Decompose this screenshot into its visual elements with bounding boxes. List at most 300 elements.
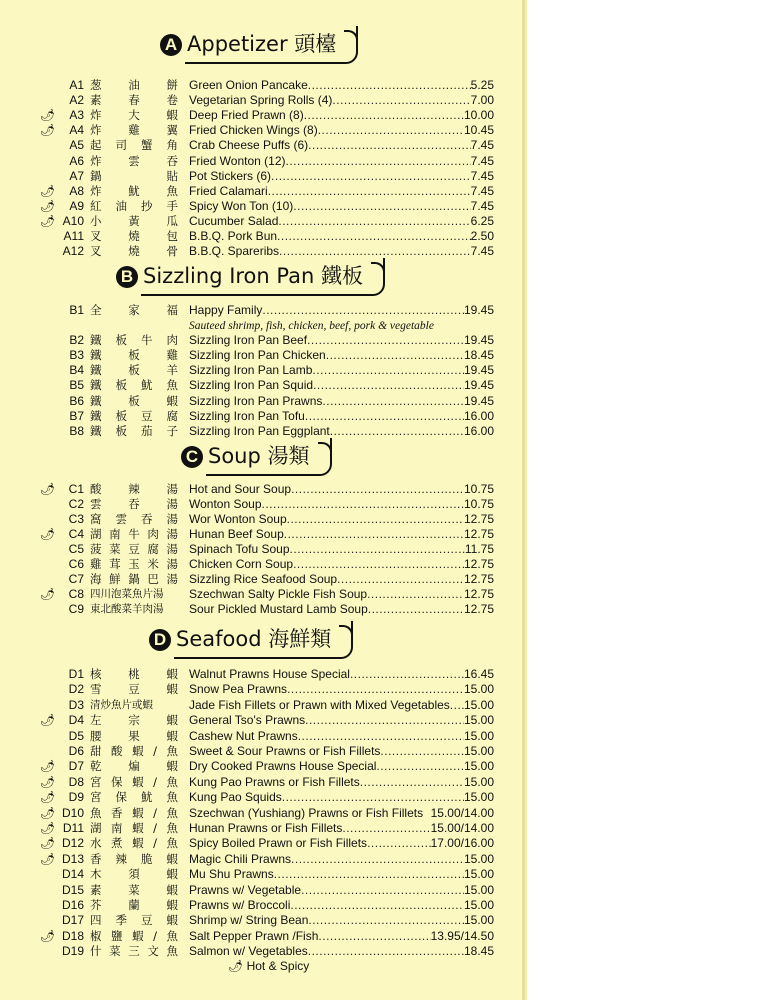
- item-name-zh: 鐵 板 茄 子: [90, 423, 178, 438]
- menu-item-row: [0, 572, 522, 587]
- item-code: A3: [69, 108, 84, 123]
- item-name-zh: 全 家 福: [90, 303, 178, 317]
- item-price: 10.75: [463, 497, 494, 511]
- item-name-line: [189, 587, 494, 602]
- item-name: Sweet & Sour Prawns or Fish Fillets: [189, 744, 381, 758]
- item-name-line: [189, 744, 494, 759]
- item-price: 15.00: [463, 774, 494, 789]
- menu-item-row: [0, 303, 522, 318]
- item-price: 15.00/14.00: [430, 821, 494, 835]
- menu-item-row: [0, 821, 522, 836]
- item-name: Sizzling Iron Pan Prawns: [189, 393, 323, 408]
- leader-dots: [360, 775, 464, 790]
- chili-pepper-icon: 🌶: [40, 821, 56, 835]
- item-name: Wonton Soup: [189, 497, 262, 511]
- item-name: Szechwan (Yushiang) Prawns or Fish Fillets: [189, 805, 424, 820]
- item-name-line: [189, 409, 494, 424]
- section-badge: B: [116, 266, 138, 288]
- item-name: Mu Shu Prawns: [189, 867, 274, 882]
- item-name: Spicy Boiled Prawn or Fish Fillets: [189, 836, 368, 851]
- leader-dots: [376, 759, 464, 774]
- leader-dots: [308, 138, 470, 153]
- item-price: 15.00: [463, 790, 494, 805]
- item-name-zh: 海 鮮 鍋 巴 湯: [90, 572, 178, 586]
- item-price: 15.00: [463, 697, 494, 712]
- item-code: D10: [61, 805, 84, 820]
- item-name-zh: 鐵 板 蝦: [90, 393, 178, 408]
- menu-item-row: [0, 123, 522, 138]
- item-name: Shrimp w/ String Bean: [189, 913, 309, 928]
- section-title-en: Appetizer: [187, 32, 288, 56]
- item-code: A11: [63, 229, 84, 243]
- item-name: Sour Pickled Mustard Lamb Soup: [189, 602, 368, 616]
- item-name-line: [189, 698, 494, 713]
- item-name-line: [189, 713, 494, 728]
- item-price: 15.00: [463, 867, 494, 882]
- item-name-line: [189, 424, 494, 439]
- menu-item-row: [0, 169, 522, 184]
- item-name-zh: 酸 辣 湯: [90, 482, 178, 496]
- item-name-zh: 鐵 板 豆 腐: [90, 408, 178, 423]
- item-name-line: [189, 303, 494, 318]
- item-name: Fried Calamari: [189, 183, 268, 198]
- menu-item-row: [0, 713, 522, 728]
- item-name-line: [189, 806, 494, 821]
- item-name-line: [189, 184, 494, 199]
- item-name-zh: 雲 吞 湯: [90, 497, 178, 511]
- menu-item-row: [0, 378, 522, 393]
- item-code: D3: [68, 697, 84, 712]
- item-name: Salmon w/ Vegetables: [189, 944, 308, 959]
- item-name: Salt Pepper Prawn /Fish: [189, 928, 319, 943]
- item-price: 15.00/14.00: [430, 805, 494, 820]
- item-code: D6: [68, 744, 84, 758]
- item-price: 19.45: [463, 333, 494, 348]
- item-code: A2: [69, 93, 84, 108]
- item-price: 6.25: [470, 213, 494, 228]
- item-name: General Tso's Prawns: [189, 713, 306, 728]
- leader-dots: [304, 108, 464, 123]
- leader-dots: [293, 557, 464, 572]
- item-name-zh: 核 桃 蝦: [90, 667, 178, 681]
- section-header-soup: [181, 440, 332, 474]
- item-code: D12: [61, 836, 84, 851]
- item-name-line: [189, 852, 494, 867]
- leader-dots: [305, 409, 464, 424]
- leader-dots: [367, 836, 431, 851]
- menu-item-row: [0, 214, 522, 229]
- item-name-zh: 素 春 卷: [90, 93, 178, 108]
- item-price: 13.95/14.50: [430, 928, 494, 943]
- item-name: Fried Chicken Wings (8): [189, 123, 318, 138]
- menu-item-row: [0, 138, 522, 153]
- item-name-line: [189, 78, 494, 93]
- menu-item-row: [0, 698, 522, 713]
- item-price: 10.45: [463, 123, 494, 138]
- chili-pepper-icon: 🌶: [40, 805, 56, 820]
- item-name: Fried Wonton (12): [189, 153, 286, 168]
- menu-item-row: [0, 806, 522, 821]
- menu-item-row: [0, 775, 522, 790]
- leader-dots: [450, 698, 464, 713]
- leader-dots: [277, 229, 471, 244]
- item-name-line: [189, 867, 494, 882]
- item-name: Prawns w/ Broccoli: [189, 898, 291, 912]
- item-name-zh: 湖 南 蝦 / 魚: [90, 821, 178, 835]
- item-code: C1: [68, 482, 84, 496]
- section-title: [185, 26, 358, 64]
- item-name: Sizzling Rice Seafood Soup: [189, 572, 338, 586]
- section-title-en: Seafood: [176, 627, 262, 651]
- item-code: D18: [61, 928, 84, 943]
- item-name-zh: 鍋 貼: [90, 168, 178, 183]
- item-name-line: [189, 229, 494, 244]
- item-name-line: [189, 348, 494, 363]
- leader-dots: [301, 883, 464, 898]
- section-title-zh: 鐵板: [320, 264, 363, 288]
- menu-item-row: [0, 363, 522, 378]
- chili-pepper-icon: 🌶: [40, 851, 56, 866]
- item-name-zh: 紅 油 抄 手: [90, 198, 178, 213]
- item-code: A10: [62, 213, 84, 228]
- section-header-appetizer: [160, 28, 358, 62]
- item-name-zh: 鐵 板 羊: [90, 363, 178, 378]
- leader-dots: [278, 214, 470, 229]
- item-name-zh: 葱 油 餅: [90, 78, 178, 92]
- item-code: B7: [69, 408, 84, 423]
- item-price: 15.00: [463, 851, 494, 866]
- item-name-line: [189, 667, 494, 682]
- section-header-sizzling-iron-pan: [116, 260, 385, 294]
- item-name: Sizzling Iron Pan Beef: [189, 333, 308, 348]
- item-name-line: [189, 729, 494, 744]
- leader-dots: [368, 602, 464, 617]
- item-name-zh: 椒 鹽 蝦 / 魚: [90, 928, 178, 943]
- item-code: A5: [69, 138, 84, 153]
- leader-dots: [291, 852, 464, 867]
- item-name: Snow Pea Prawns: [189, 682, 288, 697]
- legend: [228, 959, 309, 973]
- item-name-zh: 窩 雲 吞 湯: [90, 512, 178, 526]
- item-price: 7.45: [470, 168, 494, 183]
- chili-pepper-icon: 🌶: [40, 527, 56, 541]
- leader-dots: [307, 333, 464, 348]
- item-name: Hunan Prawns or Fish Fillets: [189, 821, 343, 835]
- menu-item-row: [0, 394, 522, 409]
- section-title-en: Sizzling Iron Pan: [143, 264, 315, 288]
- item-name-line: [189, 154, 494, 169]
- chili-pepper-icon: 🌶: [40, 198, 56, 213]
- item-name-zh: 叉 燒 骨: [90, 244, 178, 259]
- item-name: Szechwan Salty Pickle Fish Soup: [189, 587, 368, 601]
- item-name-zh: 雞 茸 玉 米 湯: [90, 557, 178, 571]
- item-name-line: [189, 363, 494, 378]
- item-name-zh: 素 菜 蝦: [90, 882, 178, 897]
- chili-pepper-icon: 🌶: [40, 213, 56, 228]
- item-name: Happy Family: [189, 303, 263, 317]
- leader-dots: [380, 744, 464, 759]
- leader-dots: [282, 790, 464, 805]
- item-code: A1: [69, 78, 84, 92]
- item-name-zh: 魚 香 蝦 / 魚: [90, 805, 178, 820]
- menu-item-row: [0, 78, 522, 93]
- item-name-zh: 四川泡菜魚片湯: [90, 588, 164, 600]
- item-name-zh: 鐵 板 雞: [90, 348, 178, 363]
- item-code: D2: [68, 682, 84, 697]
- menu-item-row: [0, 929, 522, 944]
- item-name-line: [189, 602, 494, 617]
- item-name-zh: 宮 保 蝦 / 魚: [90, 774, 178, 789]
- item-name: Sizzling Iron Pan Tofu: [189, 408, 305, 423]
- item-price: 15.00: [463, 713, 494, 728]
- item-price: 10.00: [463, 108, 494, 123]
- item-code: B4: [69, 363, 84, 378]
- item-name-line: [189, 527, 494, 542]
- item-name-line: [189, 169, 494, 184]
- item-name-line: [189, 944, 494, 959]
- item-name-zh: 起 司 蟹 角: [90, 138, 178, 153]
- menu-item-row: [0, 836, 522, 851]
- menu-item-row: [0, 913, 522, 928]
- item-name-line: [189, 244, 494, 259]
- item-name-zh: 甜 酸 蝦 / 魚: [90, 744, 178, 758]
- item-name-zh: 芥 蘭 蝦: [90, 898, 178, 912]
- item-name: Jade Fish Fillets or Prawn with Mixed Vegetables: [189, 697, 450, 712]
- section-badge: D: [149, 629, 171, 651]
- item-name: Crab Cheese Puffs (6): [189, 138, 309, 153]
- section-title: [174, 621, 353, 659]
- item-description: Sauteed shrimp, fish, chicken, beef, pork & vegetable: [189, 320, 434, 333]
- item-name: Cucumber Salad: [189, 213, 279, 228]
- item-code: C6: [68, 557, 84, 571]
- leader-dots: [293, 199, 470, 214]
- leader-dots: [423, 806, 431, 821]
- leader-dots: [284, 527, 464, 542]
- item-price: 12.75: [463, 572, 494, 586]
- leader-dots: [350, 667, 464, 682]
- item-name-zh: 腰 果 蝦: [90, 728, 178, 743]
- item-price: 19.45: [463, 303, 494, 317]
- item-code: D17: [61, 913, 84, 928]
- menu-item-row: [0, 244, 522, 259]
- item-code: D19: [61, 944, 84, 959]
- item-name: Spinach Tofu Soup: [189, 542, 290, 556]
- item-name-line: [189, 542, 494, 557]
- chili-pepper-icon: 🌶: [40, 183, 56, 198]
- item-name: Hunan Beef Soup: [189, 527, 284, 541]
- item-code: A6: [69, 153, 84, 168]
- menu-item-row: [0, 542, 522, 557]
- item-name-zh: 小 黃 瓜: [90, 213, 178, 228]
- leader-dots: [262, 497, 464, 512]
- menu-item-row: [0, 348, 522, 363]
- item-price: 12.75: [463, 602, 494, 616]
- leader-dots: [337, 572, 464, 587]
- menu-item-row: [0, 93, 522, 108]
- item-code: B3: [69, 348, 84, 363]
- item-name-zh: 鐵 板 牛 肉: [90, 333, 178, 348]
- menu-item-row: [0, 527, 522, 542]
- menu-item-row: [0, 512, 522, 527]
- leader-dots: [286, 154, 471, 169]
- item-name: Kung Pao Squids: [189, 790, 282, 805]
- item-name-line: [189, 378, 494, 393]
- item-name: Magic Chili Prawns: [189, 851, 292, 866]
- chili-pepper-icon: 🌶: [40, 108, 56, 123]
- item-code: D8: [68, 774, 84, 789]
- leader-dots: [268, 184, 471, 199]
- item-code: D5: [68, 728, 84, 743]
- item-name: B.B.Q. Pork Bun: [189, 229, 278, 243]
- item-name: Chicken Corn Soup: [189, 557, 294, 571]
- item-name-zh: 叉 燒 包: [90, 229, 178, 243]
- item-name-line: [189, 123, 494, 138]
- menu-item-row: [0, 184, 522, 199]
- item-code: C3: [68, 512, 84, 526]
- item-name-line: [189, 497, 494, 512]
- item-code: C5: [68, 542, 84, 556]
- legend-label: Hot & Spicy: [246, 959, 310, 973]
- item-price: 17.00/16.00: [430, 836, 494, 851]
- item-name-zh: 香 辣 脆 蝦: [90, 851, 178, 866]
- item-name-zh: 湖 南 牛 肉 湯: [90, 527, 178, 541]
- item-price: 7.45: [470, 198, 494, 213]
- section-badge: A: [160, 34, 182, 56]
- leader-dots: [322, 394, 464, 409]
- item-name: Cashew Nut Prawns: [189, 728, 298, 743]
- leader-dots: [291, 482, 464, 497]
- item-price: 19.45: [463, 378, 494, 393]
- item-price: 16.00: [463, 423, 494, 438]
- item-code: A9: [69, 198, 84, 213]
- leader-dots: [308, 913, 464, 928]
- item-price: 7.45: [470, 138, 494, 153]
- menu-item-row: [0, 199, 522, 214]
- menu-item-row: [0, 852, 522, 867]
- item-code: A12: [62, 244, 84, 259]
- item-name-zh: 清炒魚片或蝦: [90, 698, 153, 711]
- item-name-line: [189, 572, 494, 587]
- item-name: Kung Pao Prawns or Fish Fillets: [189, 774, 360, 789]
- menu-item-row: [0, 154, 522, 169]
- chili-pepper-icon: 🌶: [40, 482, 56, 496]
- leader-dots: [290, 542, 465, 557]
- item-name-zh: 菠 菜 豆 腐 湯: [90, 542, 178, 556]
- item-price: 15.00: [463, 744, 494, 758]
- item-code: B6: [69, 393, 84, 408]
- item-name-zh: 四 季 豆 蝦: [90, 913, 178, 928]
- item-name: Prawns w/ Vegetable: [189, 882, 302, 897]
- item-price: 18.45: [463, 944, 494, 959]
- menu-item-row: [0, 409, 522, 424]
- item-name-zh: 炸 雲 吞: [90, 153, 178, 168]
- item-code: B8: [69, 423, 84, 438]
- leader-dots: [318, 123, 464, 138]
- item-code: D9: [68, 790, 84, 805]
- item-name: Sizzling Iron Pan Lamb: [189, 363, 313, 378]
- chili-pepper-icon: 🌶: [40, 713, 56, 728]
- item-price: 7.45: [470, 244, 494, 259]
- item-name: B.B.Q. Spareribs: [189, 244, 280, 259]
- item-name-line: [189, 929, 494, 944]
- item-name-line: [189, 775, 494, 790]
- menu-item-row: [0, 424, 522, 439]
- item-name: Dry Cooked Prawns House Special: [189, 759, 377, 774]
- chili-pepper-icon: 🌶: [40, 928, 56, 943]
- item-name-zh: 炸 雞 翼: [90, 123, 178, 138]
- chili-pepper-icon: 🌶: [40, 123, 56, 138]
- item-code: D7: [68, 759, 84, 774]
- item-code: D16: [61, 898, 84, 912]
- item-name-zh: 左 宗 蝦: [90, 713, 178, 728]
- item-name-line: [189, 93, 494, 108]
- item-price: 15.00: [463, 728, 494, 743]
- leader-dots: [271, 169, 471, 184]
- menu-item-row: [0, 108, 522, 123]
- leader-dots: [274, 867, 464, 882]
- item-name: Walnut Prawns House Special: [189, 667, 350, 681]
- item-price: 12.75: [463, 527, 494, 541]
- item-code: B2: [69, 333, 84, 348]
- item-name-line: [189, 836, 494, 851]
- item-code: D4: [68, 713, 84, 728]
- item-code: C8: [68, 587, 84, 601]
- item-code: C4: [68, 527, 84, 541]
- item-name-zh: 水 煮 蝦 / 魚: [90, 836, 178, 851]
- item-name-zh: 乾 煸 蝦: [90, 759, 178, 774]
- menu-item-row: [0, 759, 522, 774]
- leader-dots: [305, 713, 464, 728]
- section-badge: C: [181, 446, 203, 468]
- item-name: Deep Fried Prawn (8): [189, 108, 304, 123]
- menu-item-row: [0, 557, 522, 572]
- item-name-line: [189, 214, 494, 229]
- item-name-line: [189, 790, 494, 805]
- item-name-zh: 炸 大 蝦: [90, 108, 178, 123]
- item-name: Vegetarian Spring Rolls (4): [189, 93, 333, 108]
- item-code: B1: [69, 303, 84, 317]
- menu-item-row: [0, 497, 522, 512]
- section-title: [206, 438, 332, 476]
- item-name: Sizzling Iron Pan Eggplant: [189, 423, 330, 438]
- section-header-seafood: [149, 623, 353, 657]
- leader-dots: [287, 682, 464, 697]
- section-title-zh: 湯類: [267, 444, 310, 468]
- item-name-line: [189, 821, 494, 836]
- item-name-zh: 雪 豆 蝦: [90, 682, 178, 697]
- item-name-line: [189, 333, 494, 348]
- item-name: Sizzling Iron Pan Squid: [189, 378, 314, 393]
- leader-dots: [287, 512, 464, 527]
- item-name: Pot Stickers (6): [189, 168, 272, 183]
- item-price: 2.50: [470, 229, 494, 243]
- leader-dots: [308, 78, 471, 93]
- item-name: Wor Wonton Soup: [189, 512, 287, 526]
- chili-pepper-icon: 🌶: [40, 836, 56, 851]
- item-name-zh: 什 菜 三 文 魚: [90, 944, 178, 959]
- item-price: 5.25: [470, 78, 494, 92]
- item-price: 19.45: [463, 393, 494, 408]
- menu-item-row: [0, 944, 522, 959]
- chili-pepper-icon: 🌶: [40, 587, 56, 601]
- item-name-zh: 炸 魷 魚: [90, 183, 178, 198]
- menu-item-row: [0, 883, 522, 898]
- item-name: Hot and Sour Soup: [189, 482, 292, 496]
- item-price: 15.00: [463, 682, 494, 697]
- menu-item-row: [0, 333, 522, 348]
- item-name-zh: 木 須 蝦: [90, 867, 178, 882]
- item-name: Spicy Won Ton (10): [189, 198, 294, 213]
